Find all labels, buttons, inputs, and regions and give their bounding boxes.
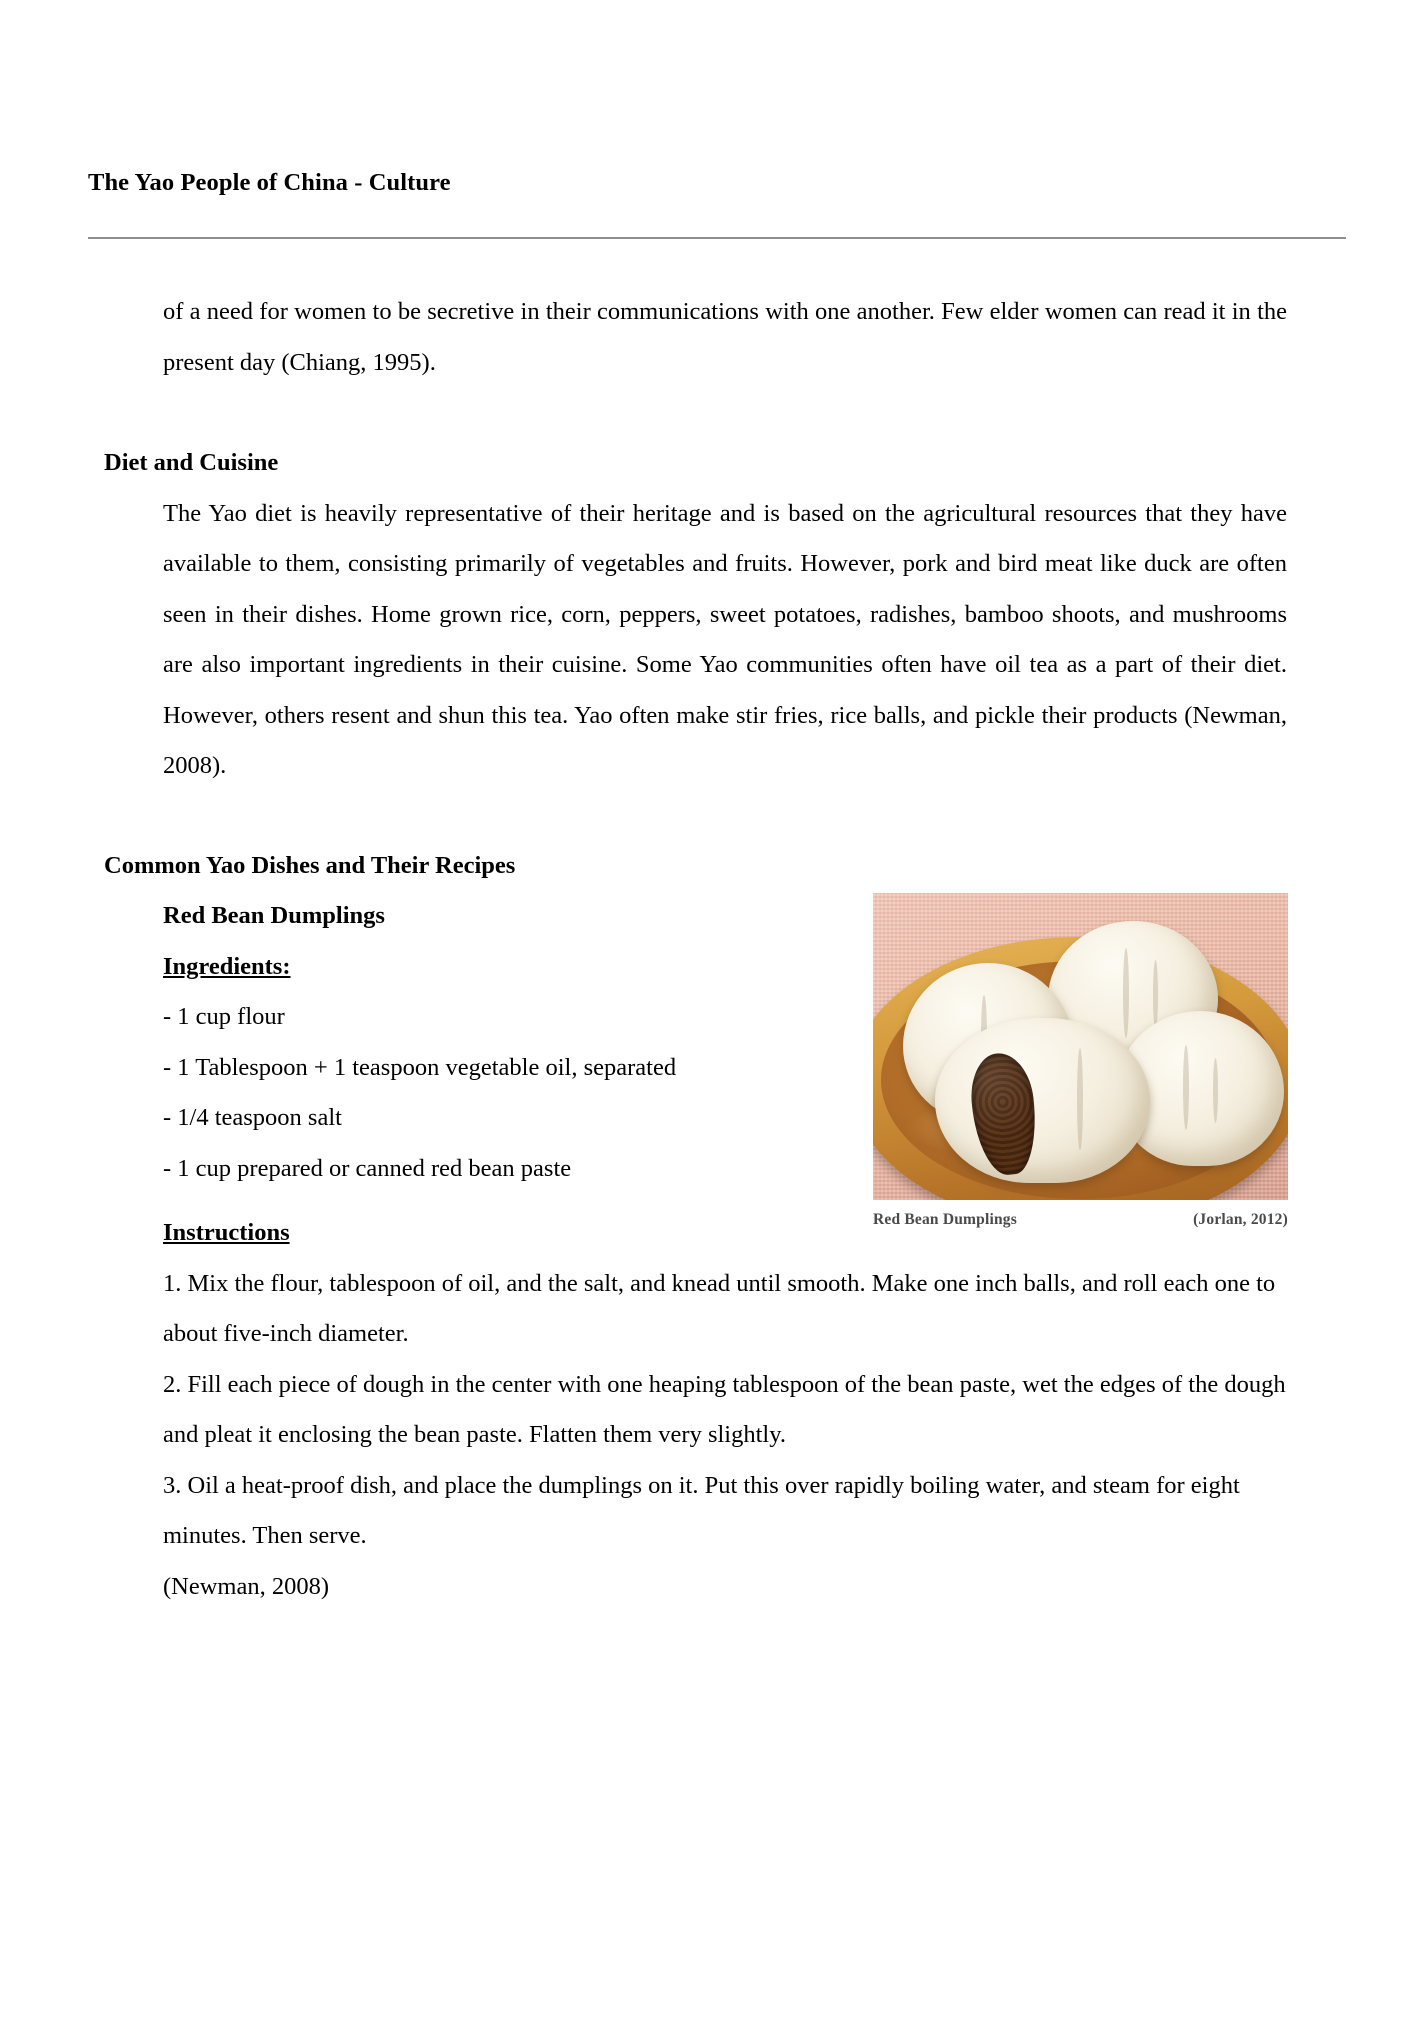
list-item: - 1 Tablespoon + 1 teaspoon vegetable oil, separated xyxy=(163,1053,677,1081)
dumpling-front-split xyxy=(935,1018,1150,1183)
continued-paragraph: of a need for women to be secretive in their communications with one another. Few elder women can read it in the present day (Chiang, 1995). xyxy=(163,298,1287,376)
instructions-label: Instructions xyxy=(163,1219,290,1246)
page-title: The Yao People of China - Culture xyxy=(88,169,451,196)
section-paragraph-diet-and-cuisine: The Yao diet is heavily representative of their heritage and is based on the agricultural resources that they have available to them, consisting primarily of vegetables and fruits. However, pork and bird meat like duck are often seen in their dishes. Home grown rice, corn, peppers, sweet potatoes, radishes, bamboo shoots, and mushrooms are also important ingredients in their cuisine. Some Yao communities often have oil tea as a part of their diet. However, others resent and shun this tea. Yao often make stir fries, rice balls, and pickle their products (Newman, 2008). xyxy=(163,499,1287,779)
ingredients-label: Ingredients: xyxy=(163,952,291,980)
instruction-step: 1. Mix the flour, tablespoon of oil, and the salt, and knead until smooth. Make one inch balls, and roll each one to about five-inch diameter. xyxy=(163,1269,1276,1347)
list-item: - 1/4 teaspoon salt xyxy=(163,1104,342,1131)
instruction-step: 3. Oil a heat-proof dish, and place the dumplings on it. Put this over rapidly boiling water, and steam for eight minutes. Then serve. xyxy=(163,1471,1240,1549)
document-header xyxy=(88,170,1346,239)
figure-caption-title: Red Bean Dumplings xyxy=(873,1211,1017,1228)
paragraph-spacer xyxy=(104,388,1346,438)
section-heading-diet-and-cuisine: Diet and Cuisine xyxy=(104,449,279,476)
instruction-step: 2. Fill each piece of dough in the center with one heaping tablespoon of the bean paste, wet the edges of the dough and pleat it enclosing the bean paste. Flatten them very slightly. xyxy=(163,1370,1286,1448)
list-item: - 1 cup prepared or canned red bean paste xyxy=(163,1154,572,1182)
recipe-title: Red Bean Dumplings xyxy=(163,902,385,929)
dumplings-photo xyxy=(873,893,1288,1200)
header-divider xyxy=(88,237,1346,239)
figure-caption xyxy=(873,1211,1288,1229)
figure-caption-source: (Jorlan, 2012) xyxy=(1193,1211,1288,1228)
figure-red-bean-dumplings xyxy=(873,893,1288,1229)
list-item: - 1 cup flour xyxy=(163,1003,285,1030)
recipe-citation: (Newman, 2008) xyxy=(163,1572,330,1600)
section-heading-common-yao-dishes: Common Yao Dishes and Their Recipes xyxy=(104,851,516,879)
section-spacer xyxy=(104,792,1346,841)
